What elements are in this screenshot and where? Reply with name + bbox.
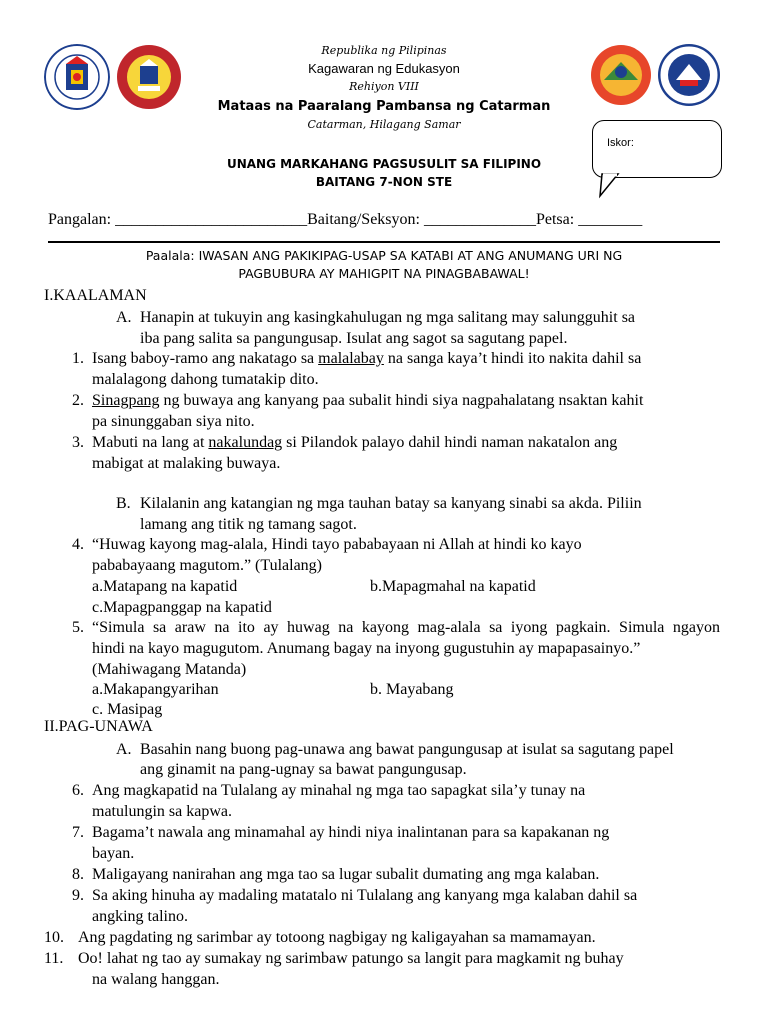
choice-c: c. Masipag	[92, 701, 163, 718]
part-a-instruction-1: Hanapin at tukuyin ang kasingkahulugan ng mga salitang may salungguhit sa	[140, 309, 636, 326]
question-2: Sinagpang ng buwaya ang kanyang paa subalit hindi siya nagpahalatang nsaktan kahit	[92, 392, 644, 409]
question-11-line-1: Oo! lahat ng tao ay sumakay ng sarimbaw patungo sa langit para magkamit ng buhay	[78, 950, 624, 967]
underlined-word: nakalundag	[208, 434, 283, 451]
part-b-instruction-2: lamang ang titik ng tamang sagot.	[140, 516, 357, 533]
notice-line-1: Paalala: IWASAN ANG PAKIKIPAG-USAP SA KATABI AT ANG ANUMANG URI NG	[145, 248, 623, 263]
question-1: Isang baboy-ramo ang nakatago sa malalabay na sanga kaya’t hindi ito nakita dahil sa	[92, 350, 642, 367]
section-2-title: II.PAG-UNAWA	[44, 718, 153, 735]
question-10-line-1: Ang pagdating ng sarimbar ay totoong nagbigay ng kaligayahan sa mamamayan.	[78, 929, 596, 946]
part-a-instruction-2: iba pang salita sa pangungusap. Isulat ang sagot sa sagutang papel.	[140, 330, 568, 347]
question-7-line-2: bayan.	[92, 845, 135, 862]
choice-c: c.Mapagpanggap na kapatid	[92, 599, 272, 616]
question-number: 8.	[72, 866, 84, 883]
question-number: 7.	[72, 824, 84, 841]
underlined-word: malalabay	[318, 350, 384, 367]
question-number: 1.	[72, 350, 84, 367]
question-number: 5.	[72, 619, 84, 636]
part-a-label: A.	[116, 309, 132, 326]
question-number: 2.	[72, 392, 84, 409]
part-b-instruction-1: Kilalanin ang katangian ng mga tauhan batay sa kanyang sinabi sa akda. Piliin	[140, 495, 642, 512]
divider	[48, 241, 720, 243]
question-9-line-1: Sa aking hinuha ay madaling matatalo ni Tulalang ang kanyang mga kalaban dahil sa	[92, 887, 638, 904]
exam-grade: BAITANG 7-NON STE	[315, 175, 453, 189]
question-1-line-2: malalagong dahong tumatakip dito.	[92, 371, 319, 388]
question-number: 4.	[72, 536, 84, 553]
part-b-label: B.	[116, 495, 131, 512]
question-6-line-2: matulungin sa kapwa.	[92, 803, 232, 820]
question-5-line-2: hindi na kayo magugutom. Anumang bagay na inyong gugustuhin ay mapapasainyo.”	[92, 640, 641, 657]
section-1-title: I.KAALAMAN	[44, 287, 147, 304]
notice-line-2: PAGBUBURA AY MAHIGPIT NA PINAGBABAWAL!	[238, 266, 530, 281]
question-number: 11.	[44, 950, 64, 967]
question-4-line-2: pababayaang magutom.” (Tulalang)	[92, 557, 323, 574]
exam-title: UNANG MARKAHANG PAGSUSULIT SA FILIPINO	[226, 157, 542, 171]
part-a-instruction-2: ang ginamit na pang-ugnay sa bawat pangungusap.	[140, 761, 467, 778]
question-number: 3.	[72, 434, 84, 451]
question-number: 10.	[44, 929, 64, 946]
score-label: Iskor:	[607, 137, 634, 149]
question-4-line-1: “Huwag kayong mag-alala, Hindi tayo pababayaan ni Allah at hindi ko kayo	[92, 536, 582, 553]
question-6-line-1: Ang magkapatid na Tulalang ay minahal ng mga tao sapagkat sila’y tunay na	[92, 782, 586, 799]
question-11-line-2: na walang hanggan.	[92, 971, 220, 988]
student-info-line: Pangalan: ________________________Baitang/Seksyon: ______________Petsa: ________	[48, 211, 643, 228]
part-a-label: A.	[116, 741, 132, 758]
question-5-line-3: (Mahiwagang Matanda)	[92, 661, 247, 678]
department-text: Kagawaran ng Edukasyon	[308, 61, 460, 76]
choice-a: a.Matapang na kapatid	[92, 578, 238, 595]
question-7-line-1: Bagama’t nawala ang minamahal ay hindi niya inalintanan para sa kapakanan ng	[92, 824, 610, 841]
choice-b: b.Mapagmahal na kapatid	[370, 578, 536, 595]
question-number: 6.	[72, 782, 84, 799]
part-a-instruction-1: Basahin nang buong pag-unawa ang bawat pangungusap at isulat sa sagutang papel	[140, 741, 674, 758]
choice-a: a.Makapangyarihan	[92, 681, 219, 698]
underlined-word: Sinagpang	[92, 392, 160, 409]
question-2-line-2: pa sinunggaban siya nito.	[92, 413, 255, 430]
school-name: Mataas na Paaralang Pambansa ng Catarman	[217, 99, 551, 114]
region-text: Rehiyon VIII	[349, 80, 419, 93]
question-3: Mabuti na lang at nakalundag si Pilandok palayo dahil hindi naman nakatalon ang	[92, 434, 618, 451]
republic-text: Republika ng Pilipinas	[321, 44, 447, 57]
question-9-line-2: angking talino.	[92, 908, 188, 925]
choice-b: b. Mayabang	[370, 681, 454, 698]
question-8-line-1: Maligayang nanirahan ang mga tao sa lugar subalit dumating ang mga kalaban.	[92, 866, 600, 883]
school-location: Catarman, Hilagang Samar	[307, 118, 461, 131]
question-5-line-1: “Simula sa araw na ito ay huwag na kayong mag-alala sa iyong pagkain. Simula ngayon	[92, 619, 720, 636]
question-3-line-2: mabigat at malaking buwaya.	[92, 455, 281, 472]
question-number: 9.	[72, 887, 84, 904]
